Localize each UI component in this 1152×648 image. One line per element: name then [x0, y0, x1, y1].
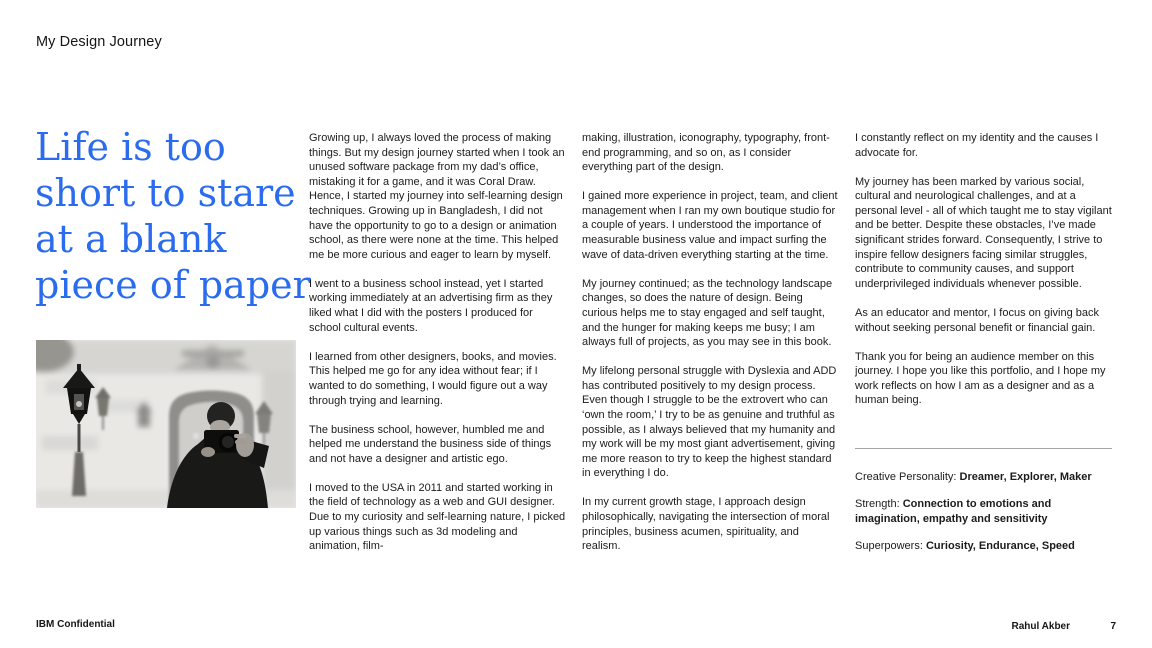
highlight-superpowers: [855, 539, 1112, 554]
page-title: My Design Journey: [36, 34, 162, 50]
highlight-label: Superpowers:: [855, 539, 926, 552]
paragraph: As an educator and mentor, I focus on giving back without seeking personal benefit or financial gain.: [855, 306, 1099, 334]
highlight-value: Connection to emotions and imagination, empathy and sensitivity: [855, 498, 1052, 525]
author-name: Rahul Akber: [1011, 621, 1070, 632]
quote-line: Life is too: [35, 125, 226, 169]
paragraph: Thank you for being an audience member on this journey. I hope you like this portfolio, and I hope my work reflects on how I am as a designer and as a human being.: [855, 350, 1106, 407]
highlight-label: Creative Personality:: [855, 471, 960, 483]
paragraph: Growing up, I always loved the process of making things. But my design journey started when I took an unused software package from my dad’s office, mistaking it for a game, and it was Coral Draw. Hence, I started my journey into self-learning design techniques. Growing up in Bangladesh, I did not have the opportunity to go to a design or animation school, as there were none at the time. This helped me be more curious and eager to learn by myself.: [309, 132, 565, 261]
quote-line: at a blank: [35, 217, 227, 261]
quote-line: short to stare: [35, 171, 296, 215]
confidentiality-label: IBM Confidential: [36, 619, 115, 630]
paragraph: The business school, however, humbled me and helped me understand the business side of things and not have a designer and artistic ego.: [309, 423, 552, 465]
quote-line: piece of paper: [35, 263, 311, 307]
journey-photo: [36, 340, 296, 508]
paragraph: My journey continued; as the technology landscape changes, so does the nature of design. Being curious helps me to stay engaged and self taught, and the hunger for making keeps me busy; I am always full of projects, as you may see in this book.: [582, 277, 833, 349]
paragraph: I learned from other designers, books, and movies. This helped me go for any idea without fear; if I wanted to do something, I would figure out a way through trying and learning.: [309, 350, 557, 407]
page-number: 7: [1110, 621, 1116, 632]
highlight-creative-personality: [855, 470, 1112, 485]
highlight-value: Curiosity, Endurance, Speed: [925, 539, 1075, 552]
paragraph: I constantly reflect on my identity and the causes I advocate for.: [855, 132, 1099, 159]
quote-heading: [35, 124, 325, 308]
paragraph: I moved to the USA in 2011 and started working in the field of technology as a web and GUI designer. Due to my curiosity and self-learning nature, I picked up various things such as 3d modeling and animation, film-: [309, 481, 566, 553]
paragraph: I gained more experience in project, team, and client management when I ran my own boutique studio for a couple of years. I understood the importance of measurable business value and impact surfing the wave of data-driven everything starting at the time.: [582, 190, 838, 261]
body-column-1: [309, 131, 566, 568]
paragraph: I went to a business school instead, yet I started working immediately at an advertising firm as they liked what I did with the posters I produced for school cultural events.: [309, 277, 553, 334]
highlight-label: Strength:: [855, 498, 903, 511]
highlight-strength: [855, 497, 1112, 526]
paragraph: making, illustration, iconography, typography, front-end programming, and so on, as I consider everything part of the design.: [582, 132, 830, 174]
body-column-3: [855, 131, 1112, 566]
highlight-value: Dreamer, Explorer, Maker: [959, 471, 1092, 483]
paragraph: My lifelong personal struggle with Dyslexia and ADD has contributed positively to my design process. Even though I struggle to be the extrovert who can ‘own the room,’ I try to be as genuine and truthful as possible, as I always believed that my humanity and my work will be my most giant advertisement, giving me more reason to try to keep the highest standard in everything I do.: [582, 365, 837, 480]
paragraph: My journey has been marked by various social, cultural and neurological challenges, and at a personal level - all of which taught me to stay vigilant and be better. Despite these obstacles, I’ve made significant strides forward. Consequently, I strive to inspire fellow designers facing similar struggles, contribute to community causes, and support underprivileged individuals whenever possible.: [855, 175, 1112, 290]
body-column-2: [582, 131, 839, 568]
section-divider: [855, 448, 1112, 449]
paragraph: In my current growth stage, I approach design philosophically, navigating the intersection of moral principles, business acumen, spirituality, and realism.: [582, 496, 830, 553]
